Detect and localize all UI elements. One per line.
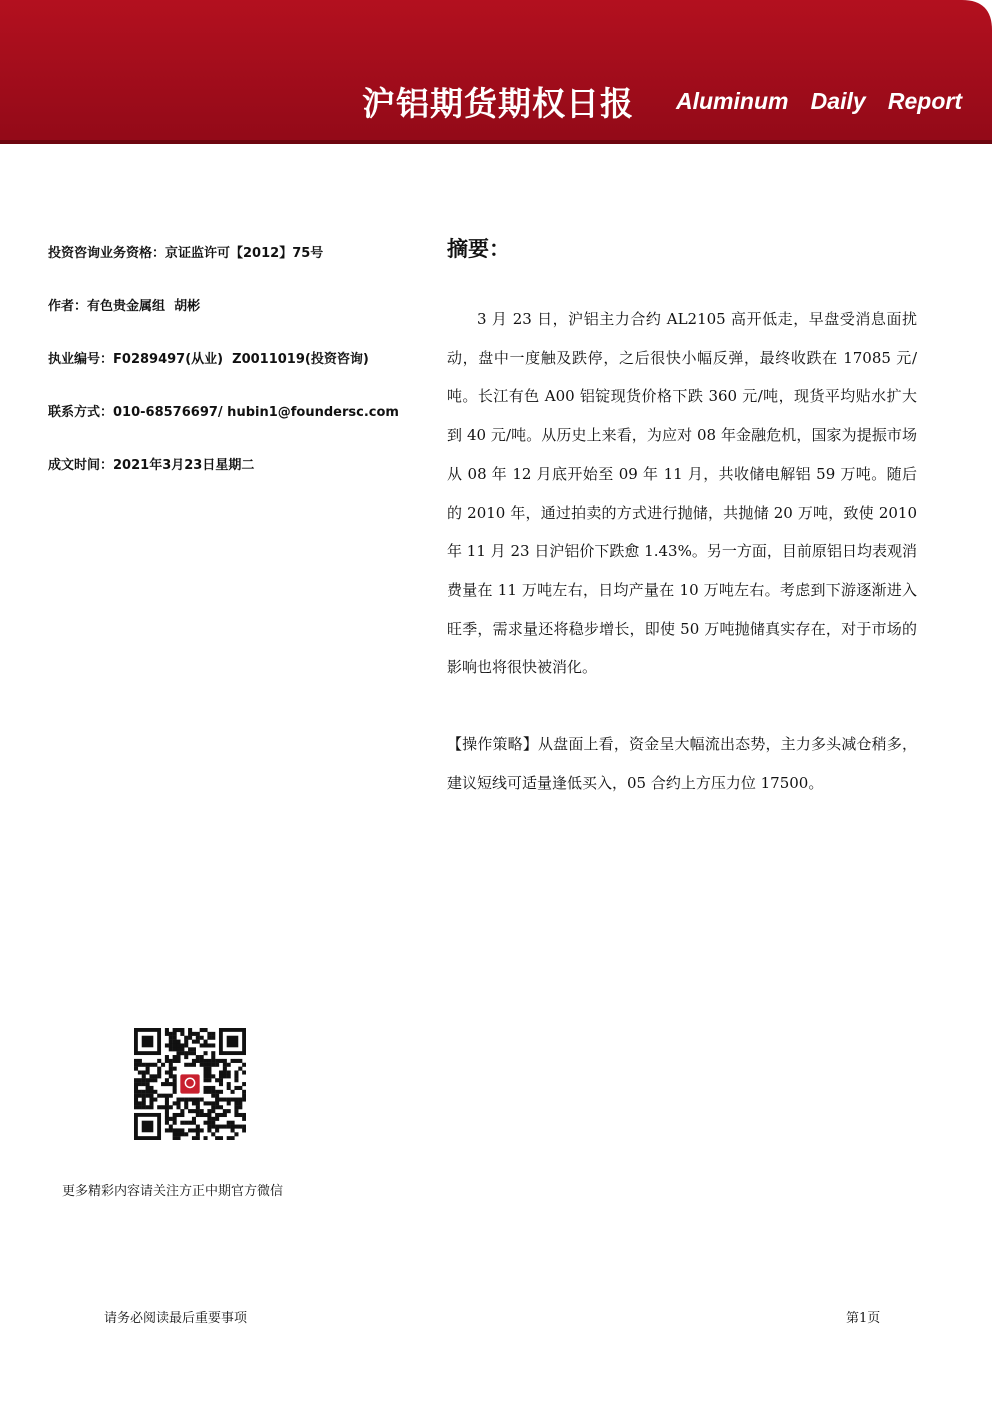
- meta-label: 作者：: [48, 299, 88, 314]
- meta-qualification: [48, 246, 428, 299]
- wechat-qr-code: [134, 1028, 246, 1140]
- report-title-chinese: 沪铝期货期权日报: [362, 84, 634, 123]
- title-en-word: Report: [887, 88, 962, 114]
- meta-contact: [48, 405, 428, 458]
- meta-label: 联系方式：: [48, 405, 114, 420]
- report-header-banner: [0, 0, 992, 145]
- meta-author: [48, 299, 428, 352]
- meta-value: 有色贵金属组 胡彬: [87, 299, 201, 314]
- title-en-word: Daily: [810, 88, 866, 114]
- author-info-block: [48, 246, 428, 511]
- meta-date: [48, 458, 428, 511]
- strategy-paragraph: 【操作策略】从盘面上看，资金呈大幅流出态势，主力多头减仓稍多，建议短线可适量逢低买入，05 合约上方压力位 17500。: [447, 735, 917, 792]
- summary-section: [447, 234, 917, 802]
- summary-paragraph: 3 月 23 日，沪铝主力合约 AL2105 高开低走，早盘受消息面扰动，盘中一度触及跌停，之后很快小幅反弹，最终收跌在 17085 元/吨。长江有色 A00 铝锭现货价格下跌 360 元/吨，现货平均贴水扩大到 40 元/吨。从历史上来看，为应对 08 年金融危机，国家为提振市场从 08 年 12 月底开始至 09 年 11 月，共收储电解铝 59 万吨。随后的 2010 年，通过拍卖的方式进行抛储，共抛储 20 万吨，致使 2010 年 11 月 23 日沪铝价下跌愈 1.43%。另一方面，目前原铝日均表观消费量在 11 万吨左右，日均产量在 10 万吨左右。考虑到下游逐渐进入旺季，需求量还将稳步增长，即使 50 万吨抛储真实存在，对于市场的影响也将很快被消化。: [447, 310, 917, 677]
- meta-label: 执业编号：: [48, 352, 114, 367]
- meta-value: 京证监许可【2012】75号: [165, 246, 324, 261]
- report-title-english: [676, 88, 962, 115]
- meta-license-number: [48, 352, 428, 405]
- title-en-word: Aluminum: [676, 88, 789, 114]
- meta-label: 投资咨询业务资格：: [48, 246, 166, 261]
- summary-title: 摘要：: [447, 237, 510, 261]
- meta-value: 010-68576697/ hubin1@foundersc.com: [113, 405, 399, 420]
- meta-label: 成文时间：: [48, 458, 114, 473]
- footer-disclaimer-note: 请务必阅读最后重要事项: [104, 1311, 248, 1326]
- meta-value: F0289497(从业) Z0011019(投资咨询): [113, 352, 369, 367]
- meta-value: 2021年3月23日星期二: [113, 458, 255, 473]
- qr-caption: 更多精彩内容请关注方正中期官方微信: [62, 1184, 284, 1199]
- qr-code-image: [134, 1028, 246, 1140]
- page-number: 第1页: [846, 1311, 881, 1326]
